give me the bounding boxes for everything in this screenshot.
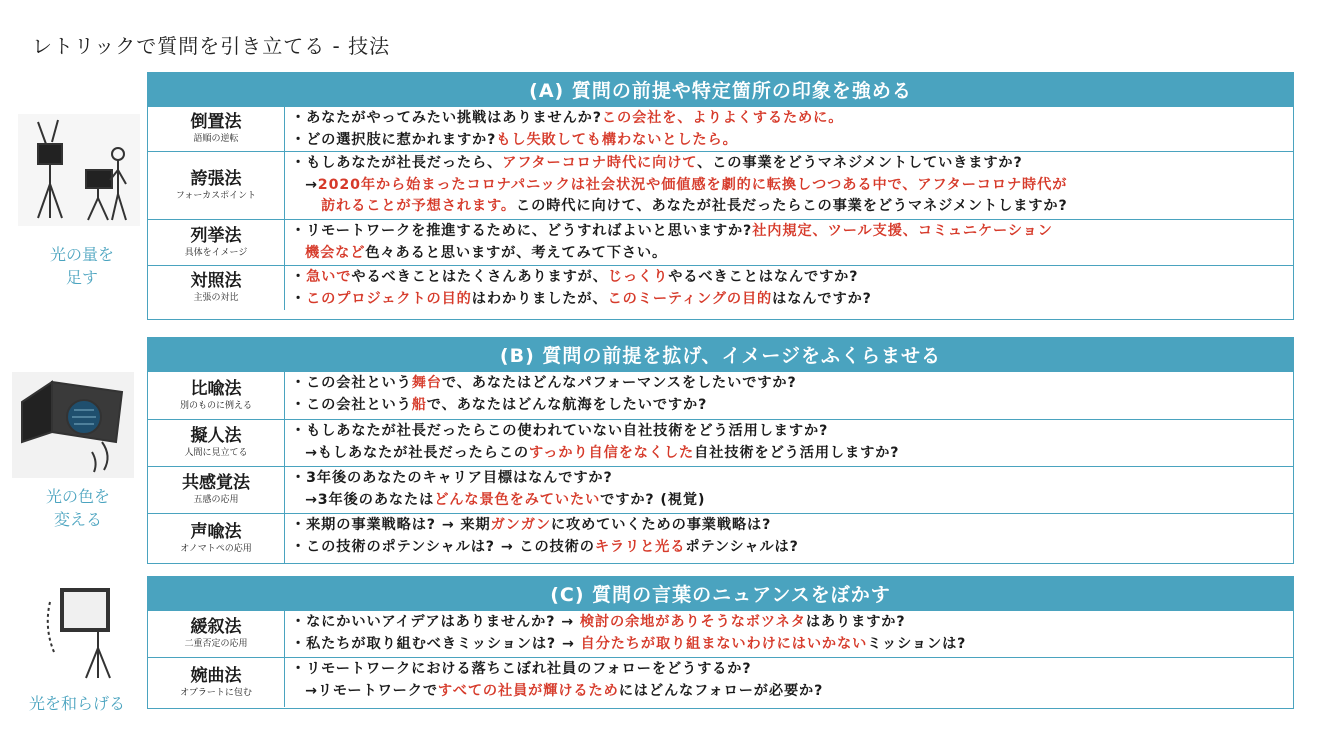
technique-subtitle: 二重否定の応用 bbox=[184, 639, 248, 649]
section-b-header: (B) 質問の前提を拡げ、イメージをふくらませる bbox=[148, 338, 1293, 371]
example-cell bbox=[285, 107, 843, 151]
technique-name-cell bbox=[148, 152, 285, 219]
technique-name-cell bbox=[148, 372, 285, 419]
table-row bbox=[148, 151, 1293, 219]
example-line: →3年後のあなたはどんな景色をみていたいですか? (視覚) bbox=[305, 491, 706, 508]
technique-name: 列挙法 bbox=[190, 225, 242, 246]
example-line: ・なにかいいアイデアはありませんか? → 検討の余地がありそうなボツネタはありますか? bbox=[291, 614, 906, 630]
example-line: →もしあなたが社長だったらこのすっかり自信をなくした自社技術をどう活用しますか? bbox=[305, 444, 900, 461]
technique-name: 対照法 bbox=[190, 271, 242, 291]
technique-subtitle: 語順の逆転 bbox=[193, 134, 239, 144]
technique-subtitle: フォーカスポイント bbox=[175, 190, 257, 201]
technique-subtitle: 人間に見立てる bbox=[184, 448, 248, 458]
technique-subtitle: 五感の応用 bbox=[193, 495, 239, 505]
example-line: 訪れることが予想されます。この時代に向けて、あなたが社長だったらこの事業をどうマネジメントしますか? bbox=[321, 198, 1068, 214]
example-cell bbox=[285, 220, 1053, 265]
technique-name-cell bbox=[148, 107, 285, 151]
example-line: ・3年後のあなたのキャリア目標はなんですか? bbox=[291, 470, 613, 486]
example-line: ・もしあなたが社長だったらこの使われていない自社技術をどう活用しますか? bbox=[291, 423, 829, 439]
example-line: ・急いでやるべきことはたくさんありますが、じっくりやるべきことはなんですか? bbox=[291, 269, 859, 285]
color-gel-light-illustration bbox=[12, 372, 134, 478]
table-row bbox=[148, 610, 1293, 657]
example-line: ・どの選択肢に惹かれますか?もし失敗しても構わないとしたら。 bbox=[291, 131, 738, 148]
table-row bbox=[148, 513, 1293, 563]
technique-name: 共感覚法 bbox=[182, 473, 250, 493]
example-cell bbox=[285, 152, 1068, 219]
example-line: ・リモートワークを推進するために、どうすればよいと思いますか?社内規定、ツール支援、コミュニケーション bbox=[291, 223, 1053, 239]
example-line: ・もしあなたが社長だったら、アフターコロナ時代に向けて、この事業をどうマネジメントしていきますか? bbox=[291, 155, 1023, 171]
technique-name-cell bbox=[148, 467, 285, 513]
technique-subtitle: 主張の対比 bbox=[193, 293, 239, 303]
technique-name: 婉曲法 bbox=[190, 665, 242, 686]
example-cell bbox=[285, 467, 705, 513]
example-line: ・リモートワークにおける落ちこぼれ社員のフォローをどうするか? bbox=[291, 661, 752, 677]
technique-name-cell bbox=[148, 514, 285, 563]
section-b bbox=[147, 337, 1294, 564]
table-row bbox=[148, 265, 1293, 310]
example-cell bbox=[285, 372, 797, 419]
studio-light-illustration bbox=[18, 114, 140, 226]
example-line: ・来期の事業戦略は? → 来期ガンガンに攻めていくための事業戦略は? bbox=[291, 517, 772, 533]
technique-name: 誇張法 bbox=[190, 168, 242, 189]
technique-name-cell bbox=[148, 220, 285, 265]
section-a-header: (A) 質問の前提や特定箇所の印象を強める bbox=[148, 73, 1293, 106]
table-row bbox=[148, 106, 1293, 151]
example-line: →リモートワークですべての社員が輝けるためにはどんなフォローが必要か? bbox=[305, 682, 824, 699]
technique-name-cell bbox=[148, 611, 285, 657]
example-line: →2020年から始まったコロナパニックは社会状況や価値感を劇的に転換しつつある中で、アフターコロナ時代が bbox=[305, 176, 1068, 193]
table-row bbox=[148, 657, 1293, 707]
example-line: ・このプロジェクトの目的はわかりましたが、このミーティングの目的はなんですか? bbox=[291, 290, 872, 307]
section-a bbox=[147, 72, 1294, 320]
example-line: ・あなたがやってみたい挑戦はありませんか?この会社を、よりよくするために。 bbox=[291, 110, 844, 126]
technique-subtitle: オノマトペの応用 bbox=[180, 543, 252, 554]
page-title: レトリックで質問を引き立てる - 技法 bbox=[32, 34, 391, 58]
technique-name-cell bbox=[148, 420, 285, 466]
technique-name: 比喩法 bbox=[190, 378, 242, 399]
softbox-illustration bbox=[40, 582, 130, 684]
technique-name-cell bbox=[148, 658, 285, 707]
side-label-add-light: 光の量を 足す bbox=[49, 245, 114, 287]
example-cell bbox=[285, 611, 966, 657]
technique-subtitle: オブラートに包む bbox=[180, 687, 252, 698]
example-cell bbox=[285, 420, 899, 466]
section-c bbox=[147, 576, 1294, 709]
section-c-header: (C) 質問の言葉のニュアンスをぼかす bbox=[148, 577, 1293, 610]
example-line: ・この技術のポテンシャルは? → この技術のキラリと光るポテンシャルは? bbox=[291, 538, 799, 555]
table-row bbox=[148, 371, 1293, 419]
table-row bbox=[148, 419, 1293, 466]
example-cell bbox=[285, 266, 872, 310]
example-line: 機会など色々あると思いますが、考えてみて下さい。 bbox=[305, 244, 668, 261]
technique-name: 声喩法 bbox=[190, 521, 242, 542]
example-line: ・この会社という舞台で、あなたはどんなパフォーマンスをしたいですか? bbox=[291, 375, 797, 391]
example-line: ・この会社という船で、あなたはどんな航海をしたいですか? bbox=[291, 396, 708, 413]
technique-name: 緩叙法 bbox=[190, 617, 242, 637]
table-row bbox=[148, 219, 1293, 265]
table-row bbox=[148, 466, 1293, 513]
technique-subtitle: 別のものに例える bbox=[179, 400, 252, 411]
example-cell bbox=[285, 658, 823, 707]
technique-name: 擬人法 bbox=[190, 426, 242, 446]
technique-subtitle: 具体をイメージ bbox=[184, 247, 248, 258]
technique-name: 倒置法 bbox=[190, 112, 242, 132]
side-label-soften-light: 光を和らげる bbox=[28, 694, 125, 713]
side-label-change-color: 光の色を 変える bbox=[45, 487, 110, 529]
example-cell bbox=[285, 514, 799, 563]
technique-name-cell bbox=[148, 266, 285, 310]
example-line: ・私たちが取り組むべきミッションは? → 自分たちが取り組まないわけにはいかないミッションは? bbox=[291, 635, 967, 652]
